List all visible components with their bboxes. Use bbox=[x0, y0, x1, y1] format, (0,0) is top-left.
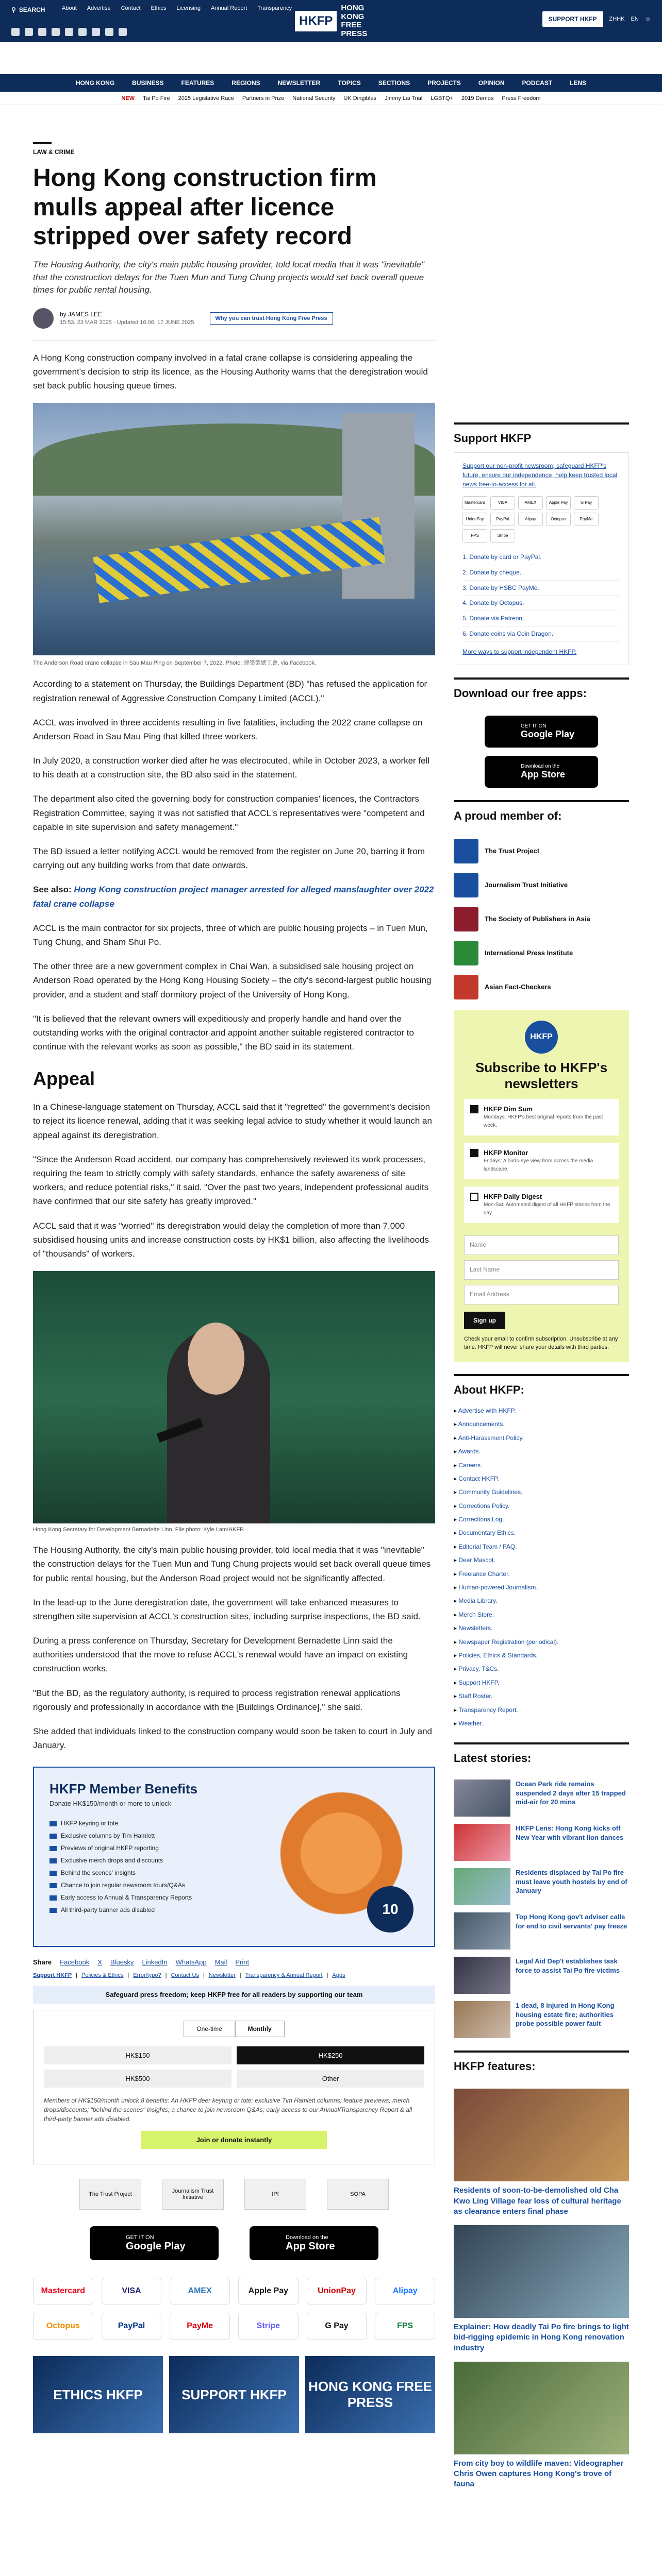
anniversary-badge: 10 bbox=[367, 1886, 413, 1933]
story-thumbnail bbox=[454, 1824, 510, 1861]
jti-icon bbox=[454, 873, 478, 897]
mail-icon[interactable] bbox=[119, 28, 127, 36]
payme-logo: PayMe bbox=[170, 2313, 230, 2340]
member-heading: A proud member of: bbox=[454, 800, 629, 830]
apps-heading: Download our free apps: bbox=[454, 677, 629, 707]
sidebar-app-store[interactable] bbox=[485, 756, 598, 788]
top-link-advertise[interactable]: Advertise bbox=[87, 5, 111, 11]
store-small-label: GET IT ON bbox=[521, 723, 547, 729]
paragraph: The BD issued a letter notifying ACCL would be removed from the register on June 20, barring it from carrying out any building works from that date onwards. bbox=[33, 846, 425, 871]
ad-strip bbox=[0, 42, 662, 74]
rss-icon[interactable] bbox=[105, 28, 113, 36]
amount-option[interactable]: HK$500 bbox=[44, 2070, 231, 2088]
newsletter-desc: Mondays: HKFP's best original reports from the past week. bbox=[484, 1114, 603, 1129]
support-promo[interactable]: SUPPORT HKFP bbox=[169, 2356, 299, 2433]
photo-caption: Hong Kong Secretary for Development Bernadette Linn. File photo: Kyle Lam/HKFP. bbox=[33, 1527, 245, 1533]
feature-story[interactable] bbox=[454, 2225, 629, 2353]
about-link[interactable]: ▸ Corrections Log. bbox=[454, 1513, 629, 1526]
fps-logo: FPS bbox=[375, 2313, 435, 2340]
newsletter-desc: Mon-Sat: Automated digest of all HKFP stories from the day. bbox=[484, 1202, 610, 1216]
paragraph: In July 2020, a construction worker died after he was electrocuted, while in October 2023, a worker fell to his death at a construction site, the BD also said in the statement. bbox=[33, 756, 430, 780]
paragraph: According to a statement on Thursday, the Buildings Department (BD) "has refused the application for registration renewal of Aggressive Construction Company Limited (ACCL)." bbox=[33, 679, 427, 703]
story-thumbnail bbox=[454, 1780, 510, 1817]
latest-story[interactable] bbox=[454, 1868, 629, 1905]
paragraph: "But the BD, as the regulatory authority, is required to process registration renewal applications rigorously and professionally in accordance with the [Buildings Ordinance]," she said. bbox=[33, 1688, 401, 1712]
donate-option[interactable]: 5. Donate via Patreon. bbox=[462, 611, 620, 626]
about-link[interactable]: ▸ Announcements. bbox=[454, 1417, 629, 1431]
benefit-item: All third-party banner ads disabled bbox=[49, 1904, 192, 1916]
ethics-promo[interactable]: ETHICS HKFP bbox=[33, 2356, 163, 2433]
support-link[interactable]: Newsletter bbox=[208, 1972, 236, 1979]
photo-face bbox=[188, 1323, 244, 1395]
nav-newsletter[interactable]: NEWSLETTER bbox=[277, 79, 321, 87]
newsletter-name: HKFP Dim Sum bbox=[484, 1105, 533, 1113]
social-links bbox=[11, 28, 127, 36]
top-links bbox=[62, 5, 292, 11]
features-heading: HKFP features: bbox=[454, 2050, 629, 2080]
donate-option[interactable]: 4. Donate by Octopus. bbox=[462, 596, 620, 611]
benefit-item: Behind the scenes' insights bbox=[49, 1867, 192, 1879]
about-link[interactable]: ▸ Newsletters. bbox=[454, 1621, 629, 1635]
about-link[interactable]: ▸ Careers. bbox=[454, 1459, 629, 1472]
promo-subtitle: Donate HK$150/month or more to unlock bbox=[49, 1800, 172, 1808]
support-link[interactable]: Transparency & Annual Report bbox=[245, 1972, 323, 1979]
bernadette-linn-photo bbox=[33, 1271, 435, 1523]
latest-story[interactable] bbox=[454, 2001, 629, 2038]
youtube-icon[interactable] bbox=[78, 28, 87, 36]
about-link[interactable]: ▸ Policies, Ethics & Standards. bbox=[454, 1649, 629, 1662]
account-icon[interactable]: ☺ bbox=[644, 16, 651, 22]
story-title: HKFP Lens: Hong Kong kicks off New Year with vibrant lion dances bbox=[516, 1824, 624, 1841]
paragraph: "Since the Anderson Road accident, our company has comprehensively reviewed its work processes, requiring the team to strictly comply with safety standards, enhance the safety awareness of site workers, and reduce potential risks," it said. "Over the past two years, independent professional audits have confirmed that our site safety has greatly improved." bbox=[33, 1154, 429, 1207]
publish-date: 15:53, 23 MAR 2025 · Updated 16:06, 17 JUNE 2025 bbox=[60, 319, 194, 326]
trending-item[interactable]: LGBTQ+ bbox=[431, 95, 454, 101]
newsletter-signup bbox=[454, 1010, 629, 1362]
nav-business[interactable]: BUSINESS bbox=[132, 79, 164, 87]
top-link-about[interactable]: About bbox=[62, 5, 77, 11]
visa-logo: VISA bbox=[102, 2278, 162, 2304]
section-heading: Appeal bbox=[33, 1068, 95, 1090]
trending-item[interactable]: UK Dirigibles bbox=[343, 95, 376, 101]
about-link[interactable]: ▸ Documentary Ethics. bbox=[454, 1526, 629, 1539]
nav-sections[interactable]: SECTIONS bbox=[378, 79, 410, 87]
donate-option[interactable]: 2. Donate by cheque. bbox=[462, 565, 620, 581]
lang-zh[interactable]: ZHHK bbox=[609, 16, 625, 22]
pay-icon: Alipay bbox=[518, 513, 543, 526]
unionpay-logo: UnionPay bbox=[307, 2278, 367, 2304]
byline bbox=[33, 308, 435, 329]
story-thumbnail bbox=[454, 1868, 510, 1905]
sidebar-google-play[interactable] bbox=[485, 716, 598, 748]
app-store-button[interactable] bbox=[250, 2226, 378, 2260]
crane-collapse-photo bbox=[33, 403, 435, 655]
top-link-annual-report[interactable]: Annual Report bbox=[210, 5, 247, 11]
newsletter-desc: Fridays: A birds-eye view from across the media landscape. bbox=[484, 1158, 593, 1173]
nav-lens[interactable]: LENS bbox=[570, 79, 587, 87]
see-also-label: See also: bbox=[33, 885, 72, 895]
newsletter-logo: HKFP bbox=[525, 1021, 558, 1054]
donate-options bbox=[462, 550, 620, 642]
amex-logo: AMEX bbox=[170, 2278, 230, 2304]
paragraph: ACCL said that it was "worried" its deregistration would delay the completion of more than 7,000 subsidised housing units and increase construction costs by HK$1 billion, also affecting the livelihoods of "thousands" of workers. bbox=[33, 1221, 429, 1259]
nav-hong-kong[interactable]: HONG KONG bbox=[75, 79, 115, 87]
share-mail[interactable]: Mail bbox=[214, 1958, 227, 1967]
share-x[interactable]: X bbox=[97, 1958, 102, 1967]
article-category[interactable]: LAW & CRIME bbox=[33, 148, 75, 156]
footer-promos bbox=[33, 2356, 435, 2433]
payment-methods bbox=[33, 2278, 435, 2340]
store-name: Google Play bbox=[126, 2240, 186, 2252]
member-item[interactable] bbox=[454, 838, 629, 864]
see-also-link[interactable]: Hong Kong construction project manager arrested for alleged manslaughter over 2022 fatal crane collapse bbox=[33, 885, 434, 909]
about-link[interactable]: ▸ Awards. bbox=[454, 1445, 629, 1458]
story-title: Legal Aid Dep't establishes task force to assist Tai Po fire victims bbox=[516, 1957, 620, 1974]
about-link[interactable]: ▸ Media Library. bbox=[454, 1594, 629, 1607]
paragraph: The department also cited the governing body for construction companies' licences, the Contractors Registration Committee, saying it was not satisfied that ACCL's representatives were "competent and capable in site supervision and safety management." bbox=[33, 794, 425, 832]
support-link[interactable]: Support HKFP bbox=[33, 1972, 72, 1979]
share-bluesky[interactable]: Bluesky bbox=[110, 1958, 134, 1967]
article bbox=[33, 108, 435, 2433]
app-stores bbox=[33, 2226, 435, 2260]
top-link-ethics[interactable]: Ethics bbox=[151, 5, 167, 11]
nav-podcast[interactable]: PODCAST bbox=[522, 79, 553, 87]
store-name: App Store bbox=[521, 769, 566, 779]
last-name-input[interactable]: Last Name bbox=[464, 1260, 619, 1280]
checkbox-unchecked[interactable] bbox=[470, 1193, 478, 1201]
donate-option[interactable]: 6. Donate coins via Coin Dragon. bbox=[462, 626, 620, 642]
pay-icon: Octopus bbox=[546, 513, 571, 526]
pay-icon: UnionPay bbox=[462, 513, 487, 526]
nav-projects[interactable]: PROJECTS bbox=[427, 79, 461, 87]
benefit-item: HKFP keyring or tote bbox=[49, 1817, 192, 1829]
member-name: The Society of Publishers in Asia bbox=[485, 915, 590, 923]
photo-building bbox=[342, 413, 415, 599]
about-link[interactable]: ▸ Support HKFP. bbox=[454, 1676, 629, 1689]
member-name: The Trust Project bbox=[485, 847, 540, 855]
top-bar bbox=[0, 0, 662, 42]
support-box bbox=[454, 452, 629, 665]
pay-icon: VISA bbox=[490, 496, 515, 510]
top-utility-links bbox=[11, 6, 45, 13]
feature-image bbox=[454, 2225, 629, 2318]
share-linkedin[interactable]: LinkedIn bbox=[142, 1958, 168, 1967]
trending-item[interactable]: Jimmy Lai Trial bbox=[384, 95, 423, 101]
pay-icon: Apple Pay bbox=[546, 496, 571, 510]
about-link[interactable]: ▸ Weather. bbox=[454, 1717, 629, 1730]
pay-icon: PayMe bbox=[574, 513, 599, 526]
latest-story[interactable] bbox=[454, 1780, 629, 1817]
pay-icon: G Pay bbox=[574, 496, 599, 510]
about-link[interactable]: ▸ Anti-Harassment Policy. bbox=[454, 1431, 629, 1445]
about-link[interactable]: ▸ Contact HKFP. bbox=[454, 1472, 629, 1485]
trending-item[interactable]: Partners in Prize bbox=[242, 95, 285, 101]
donate-option[interactable]: 1. Donate by card or PayPal. bbox=[462, 550, 620, 565]
about-heading: About HKFP: bbox=[454, 1374, 629, 1404]
facebook-icon[interactable] bbox=[11, 28, 20, 36]
author-name[interactable]: by JAMES LEE bbox=[60, 311, 103, 318]
feature-image bbox=[454, 2089, 629, 2181]
feature-title: Residents of soon-to-be-demolished old Cha Kwo Ling Village fear loss of cultural heritage as clearance enters final phase bbox=[454, 2186, 621, 2216]
pay-icon: Mastercard bbox=[462, 496, 487, 510]
apple-pay-logo: Apple Pay bbox=[238, 2278, 299, 2304]
newsletter-name: HKFP Monitor bbox=[484, 1149, 528, 1157]
sidebar bbox=[454, 422, 629, 2490]
paragraph: The other three are a new government complex in Chai Wan, a subsidised sale housing project on Anderson Road operated by the Hong Kong Housing Society – the city's second-largest public housing provider, and a student and staff dormitory project of the University of Hong Kong. bbox=[33, 961, 432, 999]
linkedin-icon[interactable] bbox=[65, 28, 73, 36]
nav-regions[interactable]: REGIONS bbox=[231, 79, 260, 87]
support-link[interactable]: Apps bbox=[332, 1972, 345, 1979]
donate-option[interactable]: 3. Donate by HSBC PayMe. bbox=[462, 581, 620, 596]
about-link[interactable]: ▸ Deer Mascot. bbox=[454, 1553, 629, 1567]
feature-story[interactable] bbox=[454, 2089, 629, 2217]
newsletter-option[interactable] bbox=[464, 1143, 619, 1179]
store-small-label: GET IT ON bbox=[126, 2234, 154, 2241]
amount-option-selected[interactable]: HK$250 bbox=[237, 2046, 424, 2064]
sopa-icon bbox=[454, 907, 478, 931]
latest-story[interactable] bbox=[454, 1912, 629, 1950]
benefit-item: Chance to join regular newsroom tours/Q&As bbox=[49, 1879, 192, 1891]
more-ways-link[interactable]: More ways to support independent HKFP. bbox=[462, 648, 577, 655]
monthly-option[interactable]: Monthly bbox=[235, 2021, 285, 2037]
paragraph: She added that individuals linked to the construction company would soon be taken to court in July and January. bbox=[33, 1726, 432, 1751]
about-link[interactable]: ▸ Transparency Report. bbox=[454, 1703, 629, 1717]
deer-mascot-image bbox=[279, 1788, 403, 1933]
trust-project-badge[interactable]: The Trust Project bbox=[79, 2179, 141, 2210]
pay-icon: AMEX bbox=[518, 496, 543, 510]
feature-title: From city boy to wildlife maven: Videographer Chris Owen captures Hong Kong's trove of fauna bbox=[454, 2459, 623, 2489]
member-name: Asian Fact-Checkers bbox=[485, 983, 551, 991]
sidebar-support-heading: Support HKFP bbox=[454, 422, 629, 452]
jti-badge[interactable]: Journalism Trust Initiative bbox=[162, 2179, 224, 2210]
nav-topics[interactable]: TOPICS bbox=[338, 79, 361, 87]
pay-icon: FPS bbox=[462, 529, 487, 543]
amount-option[interactable]: HK$150 bbox=[44, 2046, 231, 2064]
paragraph: ACCL is the main contractor for six projects, three of which are public housing projects – in Tuen Mun, Tung Chung, and Sham Shui Po. bbox=[33, 923, 428, 947]
google-play-button[interactable] bbox=[90, 2226, 219, 2260]
story-title: Ocean Park ride remains suspended 2 days after 15 trapped mid-air for 20 mins bbox=[516, 1780, 626, 1806]
store-small-label: Download on the bbox=[286, 2234, 328, 2241]
logo-wordmark: HONG KONG FREE PRESS bbox=[341, 4, 368, 38]
support-link[interactable]: Contact Us bbox=[171, 1972, 199, 1979]
donation-amounts bbox=[44, 2046, 424, 2088]
share-label: Share bbox=[33, 1958, 52, 1967]
share-facebook[interactable]: Facebook bbox=[60, 1958, 90, 1967]
sopa-badge[interactable]: SOPA bbox=[327, 2179, 389, 2210]
about-link[interactable]: ▸ Staff Roster. bbox=[454, 1689, 629, 1703]
about-link[interactable]: ▸ Human-powered Journalism. bbox=[454, 1581, 629, 1594]
about-link[interactable]: ▸ Community Guidelines. bbox=[454, 1485, 629, 1499]
story-title: Top Hong Kong gov't adviser calls for end to civil servants' pay freeze bbox=[516, 1913, 627, 1930]
trending-item[interactable]: National Security bbox=[292, 95, 336, 101]
latest-heading: Latest stories: bbox=[454, 1742, 629, 1772]
why-trust-button[interactable]: Why you can trust Hong Kong Free Press bbox=[210, 312, 333, 325]
photo-collapsed-crane bbox=[93, 517, 385, 603]
alipay-logo: Alipay bbox=[375, 2278, 435, 2304]
sidebar-pay-icons bbox=[462, 496, 620, 543]
author-avatar bbox=[33, 308, 54, 329]
story-title: Residents displaced by Tai Po fire must leave youth hostels by end of January bbox=[516, 1869, 627, 1895]
support-links: Support HKFP | Policies & Ethics | Error/typo? | Contact Us | Newsletter | Transparency & Annual Report | Apps bbox=[33, 1972, 345, 1979]
trending-item[interactable]: Press Freedom bbox=[502, 95, 541, 101]
main-nav bbox=[0, 74, 662, 92]
stripe-logo: Stripe bbox=[238, 2313, 299, 2340]
checkbox-checked[interactable] bbox=[470, 1105, 478, 1113]
first-name-input[interactable]: Name bbox=[464, 1235, 619, 1255]
paragraph: In the lead-up to the June deregistration date, the government will take enhanced measures to strengthen site supervision at ACCL's construction sites, including surprise inspections, the BD said. bbox=[33, 1597, 421, 1621]
member-item[interactable] bbox=[454, 974, 629, 1000]
support-hkfp-button[interactable]: SUPPORT HKFP bbox=[542, 11, 603, 27]
trending-bar bbox=[0, 92, 662, 105]
bluesky-icon[interactable] bbox=[92, 28, 100, 36]
about-link[interactable]: ▸ Advertise with HKFP. bbox=[454, 1404, 629, 1417]
about-link[interactable]: ▸ Privacy, T&Cs. bbox=[454, 1662, 629, 1675]
top-link-transparency[interactable]: Transparency bbox=[257, 5, 292, 11]
about-links bbox=[454, 1404, 629, 1730]
story-thumbnail bbox=[454, 2001, 510, 2038]
paragraph: During a press conference on Thursday, Secretary for Development Bernadette Linn said the authorities understood that the move to refuse ACCL's renewal would have an impact on existing construction works. bbox=[33, 1636, 408, 1674]
newsletter-option[interactable] bbox=[464, 1099, 619, 1136]
promo-title: HKFP Member Benefits bbox=[49, 1781, 198, 1797]
member-item[interactable] bbox=[454, 940, 629, 966]
about-link[interactable]: ▸ Editorial Team / FAQ. bbox=[454, 1540, 629, 1553]
latest-story[interactable] bbox=[454, 1824, 629, 1861]
checkbox-checked[interactable] bbox=[470, 1149, 478, 1157]
story-title: 1 dead, 8 injured in Hong Kong housing estate fire; authorities probe possible power fault bbox=[516, 2002, 615, 2028]
photo-caption: The Anderson Road crane collapse in Sau Mau Ping on September 7, 2022. Photo: 建築業總工會, via Facebook. bbox=[33, 660, 317, 667]
mastercard-logo: Mastercard bbox=[33, 2278, 93, 2304]
benefit-item: Exclusive columns by Tim Hamlett bbox=[49, 1829, 192, 1842]
benefit-item: Exclusive merch drops and discounts bbox=[49, 1854, 192, 1867]
newsletter-option[interactable] bbox=[464, 1187, 619, 1223]
donate-widget bbox=[33, 2010, 435, 2164]
newsletter-footnote: Check your email to confirm subscription. Unsubscribe at any time. HKFP will never share your details with third parties. bbox=[464, 1336, 618, 1350]
share-print[interactable]: Print bbox=[235, 1958, 250, 1967]
share-bar bbox=[33, 1958, 435, 1966]
category-rule bbox=[33, 142, 52, 144]
gpay-logo: G Pay bbox=[307, 2313, 367, 2340]
lang-en[interactable]: EN bbox=[631, 16, 639, 22]
about-link[interactable]: ▸ Merch Store. bbox=[454, 1608, 629, 1621]
one-time-option[interactable]: One-time bbox=[184, 2021, 235, 2037]
trending-item[interactable]: 2019 Demos bbox=[461, 95, 494, 101]
instagram-icon[interactable] bbox=[38, 28, 46, 36]
support-text[interactable]: Support our non-profit newsroom; safeguard HKFP's future, ensure our independence, help keep trusted local news free-to-access for all. bbox=[462, 462, 618, 488]
benefit-item: Early access to Annual & Transparency Reports bbox=[49, 1891, 192, 1904]
support-link[interactable]: Policies & Ethics bbox=[81, 1972, 124, 1979]
fact-checkers-icon bbox=[454, 975, 478, 999]
store-name: Google Play bbox=[521, 728, 575, 739]
see-also bbox=[33, 883, 435, 910]
safeguard-banner: Safeguard press freedom; keep HKFP free for all readers by supporting our team bbox=[33, 1986, 435, 2004]
support-link[interactable]: Error/typo? bbox=[133, 1972, 161, 1979]
x-icon[interactable] bbox=[25, 28, 33, 36]
logo-mark: HKFP bbox=[295, 11, 337, 31]
trending-new-label: NEW bbox=[121, 95, 135, 101]
threads-icon[interactable] bbox=[52, 28, 60, 36]
paypal-logo: PayPal bbox=[102, 2313, 162, 2340]
nav-features[interactable]: FEATURES bbox=[181, 79, 214, 87]
article-title: Hong Kong construction firm mulls appeal after licence stripped over safety record bbox=[33, 164, 377, 250]
ipi-icon bbox=[454, 941, 478, 965]
story-thumbnail bbox=[454, 1957, 510, 1994]
promo-benefits bbox=[49, 1817, 192, 1916]
trust-badges bbox=[33, 2179, 435, 2210]
latest-story[interactable] bbox=[454, 1957, 629, 1994]
divider bbox=[33, 340, 435, 341]
paragraph: In a Chinese-language statement on Thursday, ACCL said that it "regretted" the government's decision to reject its licence renewal, adding that it was seeking legal advice to study whether it would launch an appeal against its deregistration. bbox=[33, 1102, 432, 1140]
paragraph: A Hong Kong construction company involved in a fatal crane collapse is considering appealing the government's decision to strip its licence, as the Housing Authority warns that the deregistration would set back public housing queue times. bbox=[33, 352, 428, 391]
about-link[interactable]: ▸ Newspaper Registration (periodical). bbox=[454, 1635, 629, 1649]
search-button[interactable]: ⚲ SEARCH bbox=[11, 6, 45, 13]
benefit-item: Previews of original HKFP reporting bbox=[49, 1842, 192, 1854]
top-link-contact[interactable]: Contact bbox=[121, 5, 141, 11]
hkfp-promo[interactable]: HONG KONG FREE PRESS bbox=[305, 2356, 435, 2433]
member-name: International Press Institute bbox=[485, 949, 573, 957]
paragraph: "It is believed that the relevant owners will expeditiously and properly handle and hand over the outstanding works with the original contractor and appoint another suitable registered contractor to continue with the relevant works as soon as possible," the BD said in its statement. bbox=[33, 1013, 414, 1052]
store-name: App Store bbox=[286, 2240, 335, 2252]
frequency-toggle bbox=[44, 2021, 424, 2037]
feature-title: Explainer: How deadly Tai Po fire brings to light bid-rigging epidemic in Hong Kong renovation industry bbox=[454, 2323, 629, 2352]
email-input[interactable]: Email Address bbox=[464, 1285, 619, 1304]
join-donate-button[interactable]: Join or donate instantly bbox=[141, 2131, 327, 2149]
ipi-badge[interactable]: IPI bbox=[244, 2179, 306, 2210]
about-link[interactable]: ▸ Corrections Policy. bbox=[454, 1499, 629, 1513]
pay-icon: PayPal bbox=[490, 513, 515, 526]
article-lead: The Housing Authority, the city's main public housing provider, told local media that it was "inevitable" that the construction delays for the Tuen Mun and Tung Chung projects would set back overall queue times for public rental housing. bbox=[33, 259, 424, 295]
trending-item[interactable]: 2025 Legislative Race bbox=[178, 95, 234, 101]
member-name: Journalism Trust Initiative bbox=[485, 881, 568, 889]
nav-opinion[interactable]: OPINION bbox=[478, 79, 505, 87]
signup-button[interactable]: Sign up bbox=[464, 1312, 505, 1329]
member-item[interactable] bbox=[454, 906, 629, 932]
share-whatsapp[interactable]: WhatsApp bbox=[175, 1958, 207, 1967]
paragraph: ACCL was involved in three accidents resulting in five fatalities, including the 2022 crane collapse on Anderson Road in Sau Mau Ping that killed three workers. bbox=[33, 717, 423, 741]
about-link[interactable]: ▸ Freelance Charter. bbox=[454, 1567, 629, 1581]
newsletter-name: HKFP Daily Digest bbox=[484, 1193, 542, 1201]
pay-icon: Stripe bbox=[490, 529, 515, 543]
top-right-actions bbox=[542, 11, 651, 27]
amount-option-other[interactable]: Other bbox=[237, 2070, 424, 2088]
feature-story[interactable] bbox=[454, 2362, 629, 2490]
member-item[interactable] bbox=[454, 872, 629, 898]
trust-project-icon bbox=[454, 839, 478, 863]
octopus-logo: Octopus bbox=[33, 2313, 93, 2340]
feature-image bbox=[454, 2362, 629, 2454]
top-link-licensing[interactable]: Licensing bbox=[176, 5, 201, 11]
paragraph: The Housing Authority, the city's main public housing provider, told local media that it was "inevitable" the construction delays for the Tuen Mun and Tung Chung projects would set back overall queue times for public rental housing, but the Anderson Road project would not be significantly affected. bbox=[33, 1545, 431, 1583]
story-thumbnail bbox=[454, 1912, 510, 1950]
member-benefits-banner[interactable] bbox=[33, 1767, 435, 1947]
site-logo[interactable] bbox=[295, 6, 372, 36]
store-small-label: Download on the bbox=[521, 763, 560, 769]
trending-item[interactable]: Tai Po Fire bbox=[143, 95, 170, 101]
newsletter-title: Subscribe to HKFP's newsletters bbox=[475, 1059, 608, 1091]
donate-note: Members of HK$150/month unlock 8 benefits: An HKFP deer keyring or tote; exclusive Tim Hamlett columns; feature previews; merch drops/discounts; "behind the scenes" insights; a chance to join newsroom Q&As; early access to our Annual/Transparency Report & all third-party banner ads disabled. bbox=[44, 2097, 412, 2123]
search-icon: ⚲ bbox=[11, 6, 16, 13]
